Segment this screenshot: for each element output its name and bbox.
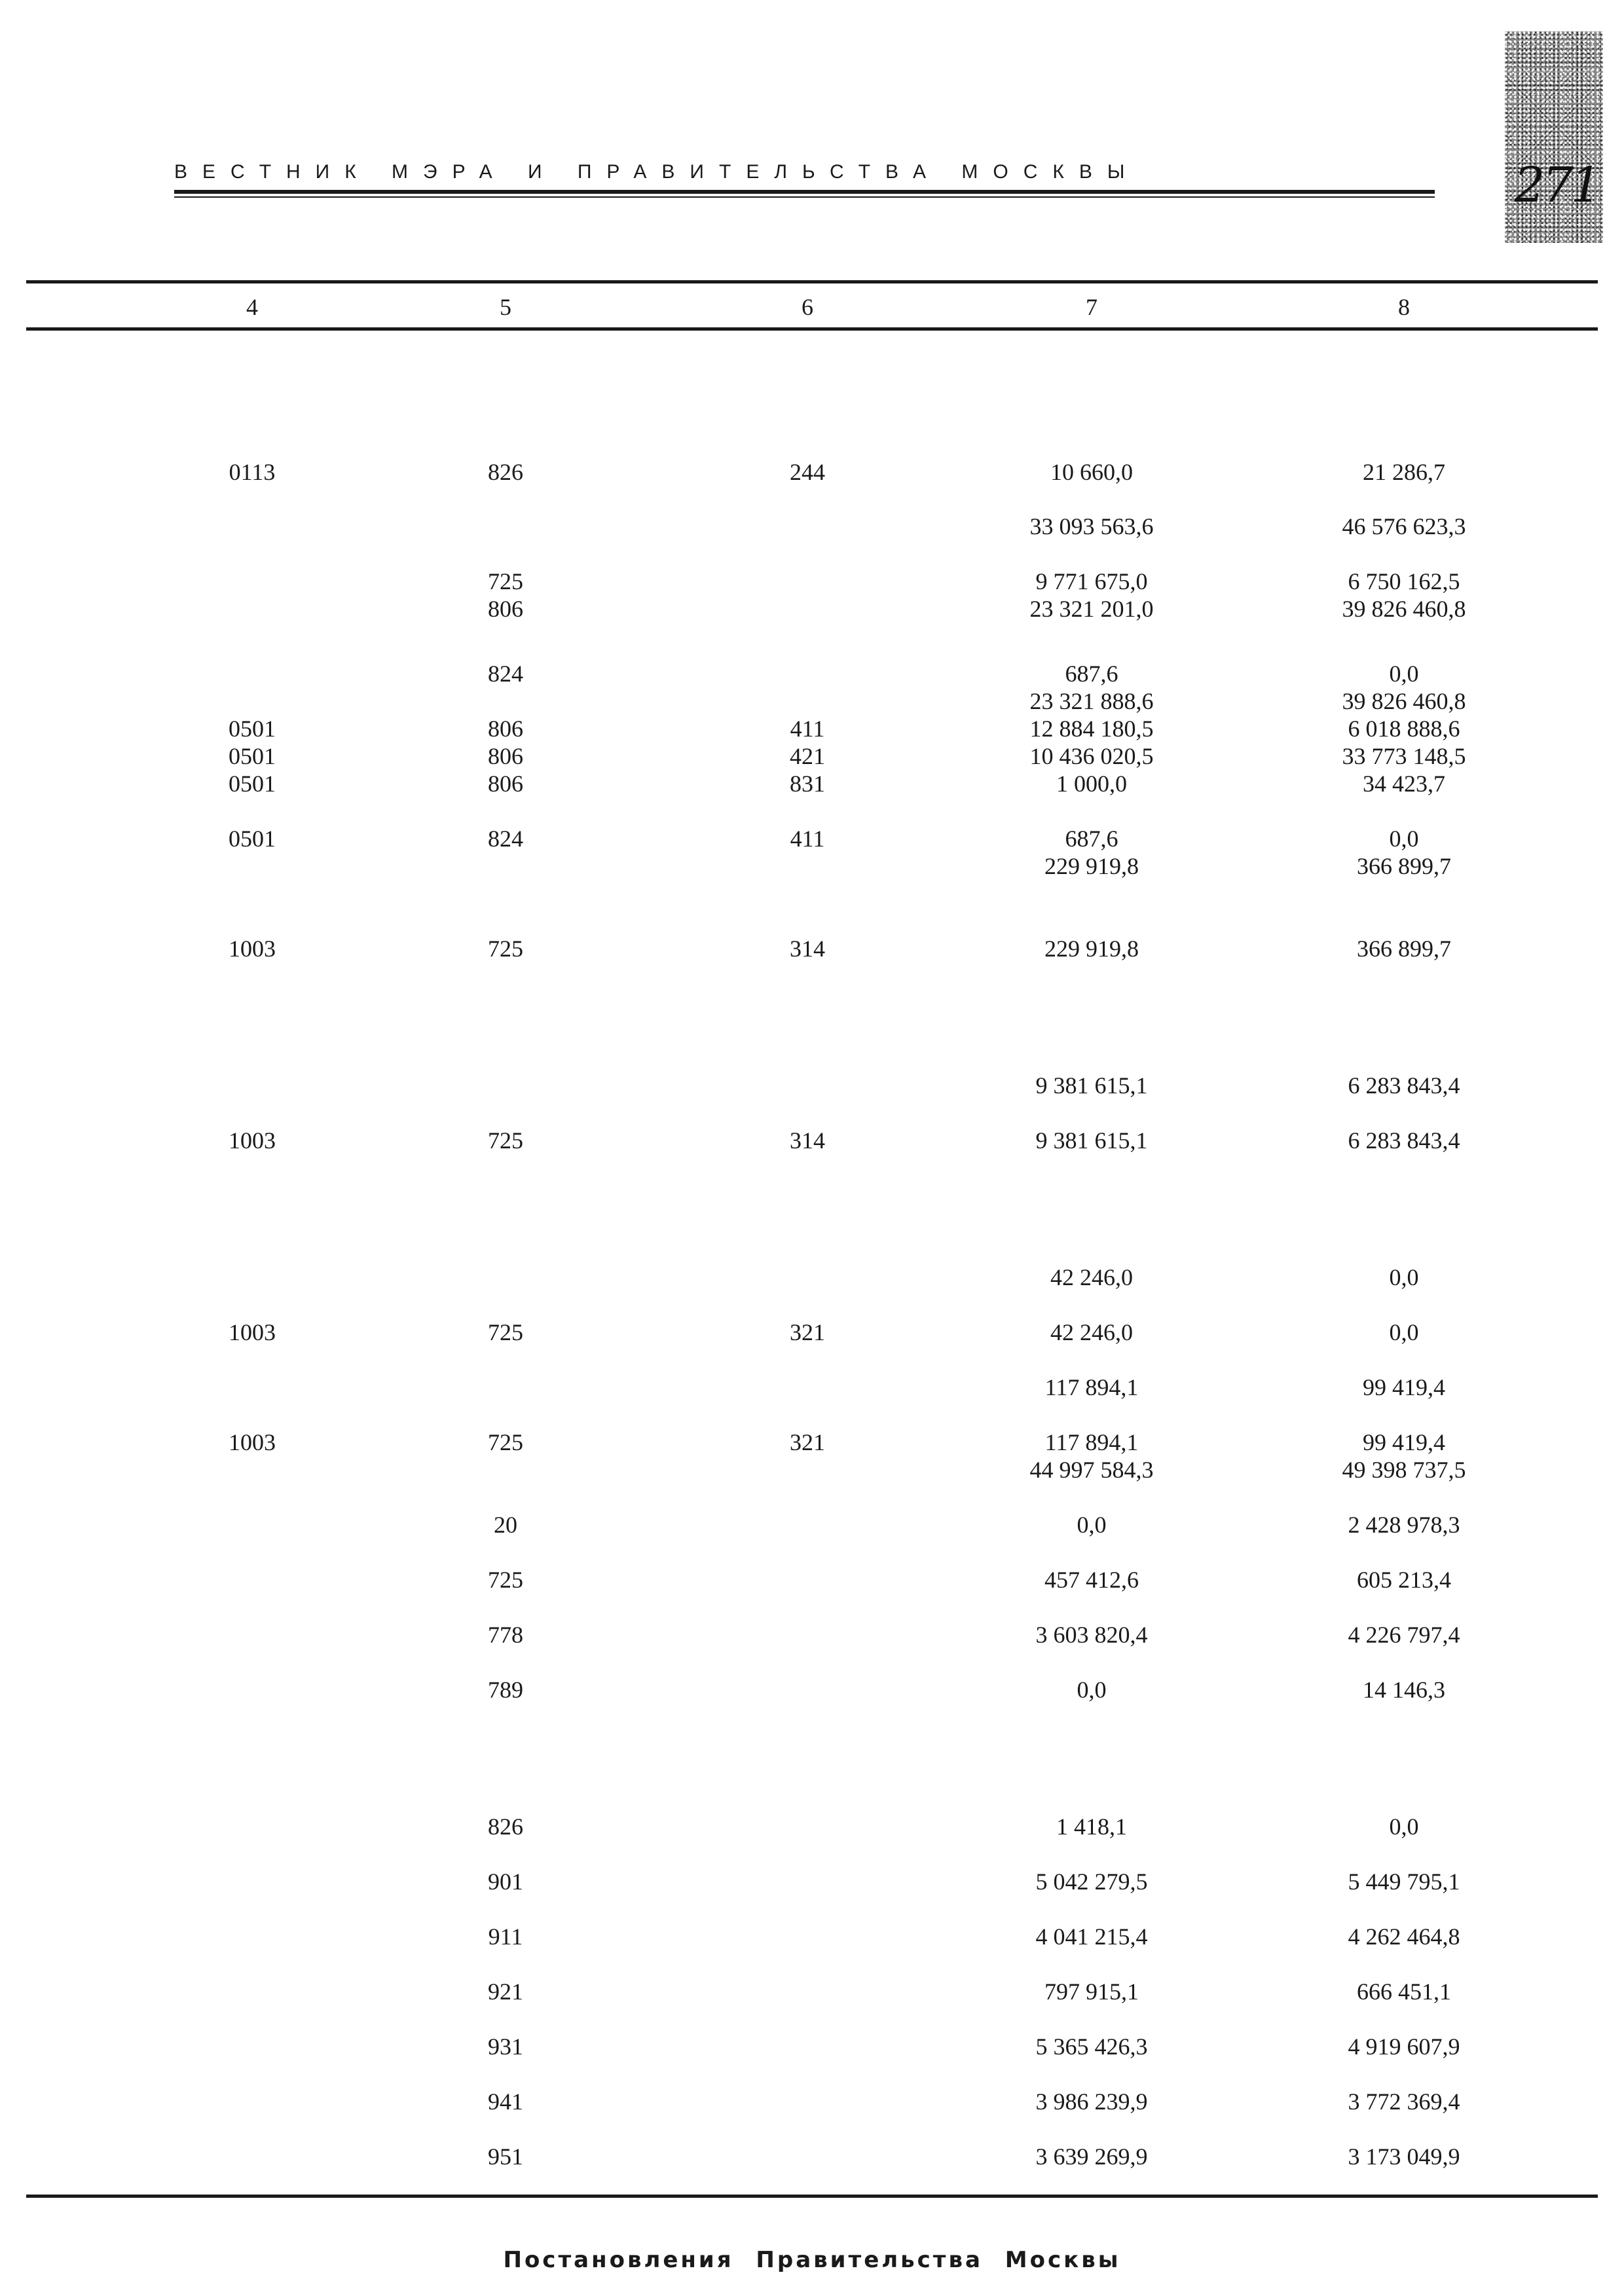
column-header-6: 6 [802, 294, 813, 320]
table-cell-col-7: 3 986 239,9 [1035, 2088, 1148, 2115]
table-cell-col-7: 42 246,0 [1050, 1319, 1133, 1345]
table-cell-col-5: 941 [488, 2088, 523, 2115]
table-cell-col-8: 4 919 607,9 [1348, 2033, 1460, 2060]
table-cell-col-8: 21 286,7 [1363, 459, 1445, 485]
table-cell-col-5: 725 [488, 936, 523, 962]
table-cell-col-5: 826 [488, 459, 523, 485]
table-cell-col-6: 411 [790, 826, 825, 852]
table-cell-col-7: 3 603 820,4 [1035, 1622, 1148, 1648]
table-cell-col-4: 0501 [229, 743, 276, 769]
table-cell-col-5: 725 [488, 1567, 523, 1593]
table-cell-col-5: 931 [488, 2033, 523, 2060]
table-cell-col-6: 314 [790, 1127, 825, 1154]
table-cell-col-7: 1 000,0 [1056, 771, 1127, 797]
column-header-7: 7 [1086, 294, 1098, 320]
table-cell-col-6: 411 [790, 716, 825, 742]
table-cell-col-7: 33 093 563,6 [1029, 513, 1154, 539]
table-cell-col-7: 23 321 201,0 [1029, 596, 1154, 622]
table-cell-col-7: 457 412,6 [1044, 1567, 1139, 1593]
table-cell-col-7: 797 915,1 [1044, 1978, 1139, 2005]
table-cell-col-8: 33 773 148,5 [1342, 743, 1466, 769]
table-cell-col-5: 806 [488, 771, 523, 797]
table-cell-col-8: 0,0 [1389, 661, 1419, 687]
table-cell-col-7: 0,0 [1077, 1677, 1107, 1703]
table-cell-col-7: 5 365 426,3 [1035, 2033, 1148, 2060]
table-cell-col-7: 117 894,1 [1044, 1429, 1139, 1455]
table-cell-col-8: 0,0 [1389, 1813, 1419, 1840]
table-cell-col-8: 99 419,4 [1363, 1374, 1445, 1400]
table-cell-col-6: 314 [790, 936, 825, 962]
table-cell-col-7: 687,6 [1065, 661, 1118, 687]
table-cell-col-5: 826 [488, 1813, 523, 1840]
table-cell-col-8: 4 262 464,8 [1348, 1923, 1460, 1950]
table-cell-col-8: 4 226 797,4 [1348, 1622, 1460, 1648]
table-cell-col-5: 725 [488, 1127, 523, 1154]
table-cell-col-7: 44 997 584,3 [1029, 1457, 1154, 1483]
table-cell-col-5: 725 [488, 1429, 523, 1455]
table-cell-col-5: 806 [488, 743, 523, 769]
table-cell-col-5: 921 [488, 1978, 523, 2005]
journal-masthead: ВЕСТНИК МЭРА И ПРАВИТЕЛЬСТВА МОСКВЫ [174, 161, 1140, 183]
table-cell-col-8: 39 826 460,8 [1342, 688, 1466, 714]
table-cell-col-8: 366 899,7 [1357, 936, 1451, 962]
table-cell-col-4: 0113 [229, 459, 276, 485]
table-cell-col-8: 666 451,1 [1357, 1978, 1451, 2005]
masthead-rule-thick [174, 190, 1435, 194]
table-cell-col-7: 687,6 [1065, 826, 1118, 852]
table-cell-col-7: 5 042 279,5 [1035, 1868, 1148, 1895]
table-cell-col-6: 831 [790, 771, 825, 797]
table-cell-col-8: 2 428 978,3 [1348, 1512, 1460, 1538]
table-cell-col-4: 1003 [229, 1429, 276, 1455]
table-cell-col-7: 10 436 020,5 [1029, 743, 1154, 769]
table-cell-col-7: 229 919,8 [1044, 853, 1139, 879]
table-cell-col-4: 1003 [229, 1319, 276, 1345]
table-cell-col-8: 0,0 [1389, 1264, 1419, 1290]
table-cell-col-4: 1003 [229, 1127, 276, 1154]
table-cell-col-8: 14 146,3 [1363, 1677, 1445, 1703]
table-cell-col-5: 789 [488, 1677, 523, 1703]
table-cell-col-4: 0501 [229, 826, 276, 852]
table-cell-col-5: 806 [488, 596, 523, 622]
column-header-5: 5 [500, 294, 511, 320]
table-cell-col-5: 824 [488, 661, 523, 687]
table-cell-col-7: 23 321 888,6 [1029, 688, 1154, 714]
table-cell-col-8: 605 213,4 [1357, 1567, 1451, 1593]
table-cell-col-5: 725 [488, 1319, 523, 1345]
table-cell-col-6: 421 [790, 743, 825, 769]
table-cell-col-7: 9 381 615,1 [1035, 1072, 1148, 1099]
table-cell-col-7: 4 041 215,4 [1035, 1923, 1148, 1950]
masthead-rule-thin [174, 196, 1435, 198]
table-cell-col-5: 824 [488, 826, 523, 852]
table-header-rule [26, 327, 1598, 331]
table-cell-col-8: 0,0 [1389, 826, 1419, 852]
table-cell-col-6: 321 [790, 1319, 825, 1345]
page-number: 271 [1514, 157, 1599, 213]
table-cell-col-8: 46 576 623,3 [1342, 513, 1466, 539]
table-cell-col-8: 6 283 843,4 [1348, 1072, 1460, 1099]
table-cell-col-8: 3 173 049,9 [1348, 2143, 1460, 2170]
table-cell-col-7: 1 418,1 [1056, 1813, 1127, 1840]
footer-section-title: Постановления Правительства Москвы [503, 2247, 1121, 2273]
table-cell-col-8: 5 449 795,1 [1348, 1868, 1460, 1895]
table-cell-col-6: 244 [790, 459, 825, 485]
table-cell-col-5: 725 [488, 568, 523, 594]
table-cell-col-7: 9 771 675,0 [1035, 568, 1148, 594]
table-cell-col-7: 117 894,1 [1044, 1374, 1139, 1400]
table-cell-col-7: 0,0 [1077, 1512, 1107, 1538]
table-cell-col-8: 366 899,7 [1357, 853, 1451, 879]
table-cell-col-5: 778 [488, 1622, 523, 1648]
table-cell-col-5: 951 [488, 2143, 523, 2170]
table-cell-col-5: 806 [488, 716, 523, 742]
table-cell-col-7: 3 639 269,9 [1035, 2143, 1148, 2170]
table-cell-col-6: 321 [790, 1429, 825, 1455]
table-cell-col-8: 3 772 369,4 [1348, 2088, 1460, 2115]
table-cell-col-7: 10 660,0 [1050, 459, 1133, 485]
column-header-8: 8 [1398, 294, 1410, 320]
table-cell-col-8: 6 283 843,4 [1348, 1127, 1460, 1154]
table-cell-col-8: 99 419,4 [1363, 1429, 1445, 1455]
table-cell-col-4: 0501 [229, 716, 276, 742]
table-cell-col-8: 6 750 162,5 [1348, 568, 1460, 594]
table-bottom-rule [26, 2195, 1598, 2198]
table-cell-col-4: 0501 [229, 771, 276, 797]
table-cell-col-8: 49 398 737,5 [1342, 1457, 1466, 1483]
table-cell-col-5: 20 [494, 1512, 517, 1538]
table-cell-col-8: 39 826 460,8 [1342, 596, 1466, 622]
table-top-rule [26, 280, 1598, 283]
table-cell-col-8: 0,0 [1389, 1319, 1419, 1345]
table-cell-col-8: 6 018 888,6 [1348, 716, 1460, 742]
table-cell-col-5: 911 [488, 1923, 523, 1950]
table-cell-col-7: 9 381 615,1 [1035, 1127, 1148, 1154]
table-cell-col-7: 42 246,0 [1050, 1264, 1133, 1290]
table-cell-col-5: 901 [488, 1868, 523, 1895]
table-cell-col-4: 1003 [229, 936, 276, 962]
table-cell-col-7: 229 919,8 [1044, 936, 1139, 962]
table-cell-col-7: 12 884 180,5 [1029, 716, 1154, 742]
column-header-4: 4 [246, 294, 258, 320]
table-cell-col-8: 34 423,7 [1363, 771, 1445, 797]
